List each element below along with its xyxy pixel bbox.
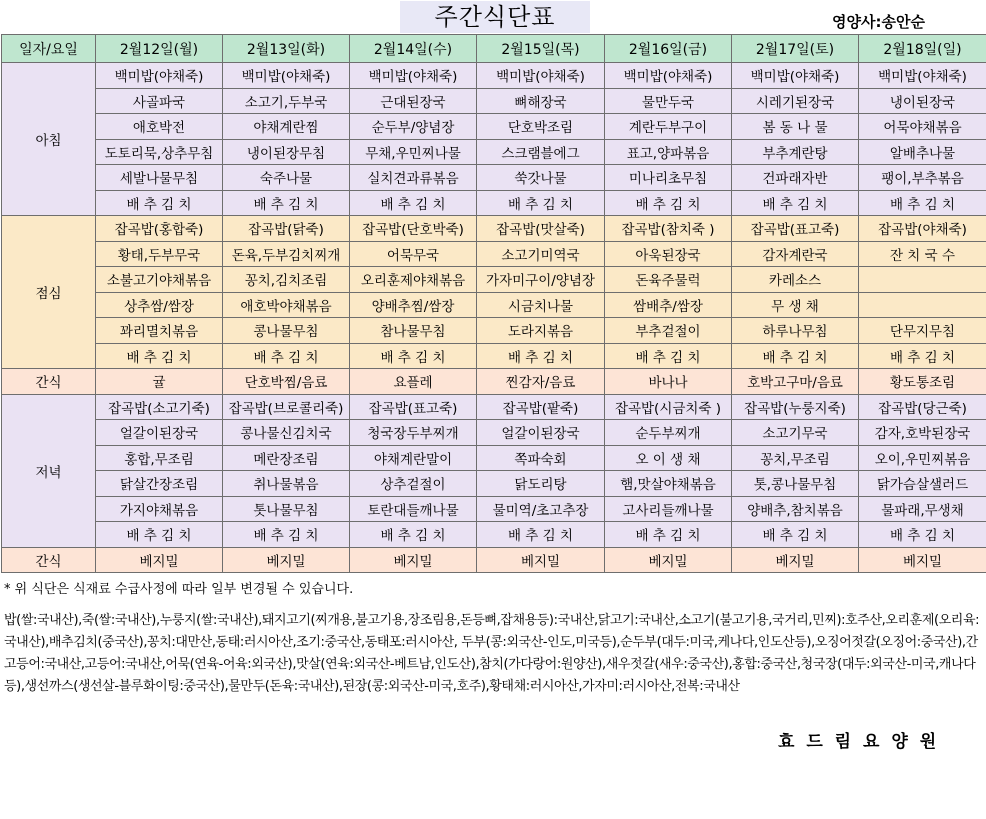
- menu-cell: 배 추 김 치: [96, 190, 223, 216]
- menu-cell: 카레소스: [732, 267, 859, 293]
- menu-cell: 오리훈제야채볶음: [350, 267, 477, 293]
- menu-cell: 톳나물무침: [223, 496, 350, 522]
- menu-change-notice: * 위 식단은 식재료 수급사정에 따라 일부 변경될 수 있습니다.: [4, 582, 354, 597]
- menu-cell: 닭살간장조림: [96, 471, 223, 497]
- table-row: [2, 139, 986, 165]
- menu-cell: 단호박찜/음료: [223, 369, 350, 395]
- menu-cell: 백미밥(야채죽): [96, 63, 223, 89]
- menu-cell: 팽이,부추볶음: [859, 165, 986, 191]
- menu-cell: 감자,호박된장국: [859, 420, 986, 446]
- menu-cell: 잡곡밥(누룽지죽): [732, 394, 859, 420]
- menu-cell: 잡곡밥(팥죽): [477, 394, 605, 420]
- header-day: 2월18일(일): [859, 35, 986, 63]
- table-row: [2, 292, 986, 318]
- table-row: [2, 216, 986, 242]
- menu-cell: 시금치나물: [477, 292, 605, 318]
- menu-cell: 사골파국: [96, 88, 223, 114]
- menu-cell: 백미밥(야채죽): [477, 63, 605, 89]
- menu-cell: 배 추 김 치: [605, 190, 732, 216]
- menu-cell: 세발나물무침: [96, 165, 223, 191]
- menu-cell: 잡곡밥(야채죽): [859, 216, 986, 242]
- menu-cell: 메란장조림: [223, 445, 350, 471]
- menu-cell: 배 추 김 치: [732, 190, 859, 216]
- header-corner: 일자/요일: [2, 35, 96, 63]
- menu-cell: 베지밀: [605, 547, 732, 573]
- menu-cell: 양배추찜/쌈장: [350, 292, 477, 318]
- menu-cell: 홍합,무조림: [96, 445, 223, 471]
- menu-cell: 잡곡밥(시금치죽 ): [605, 394, 732, 420]
- menu-cell: 뼈해장국: [477, 88, 605, 114]
- menu-cell: 배 추 김 치: [732, 343, 859, 369]
- menu-cell: 상추쌈/쌈장: [96, 292, 223, 318]
- meal-label: 점심: [2, 216, 96, 369]
- menu-cell: 단호박조림: [477, 114, 605, 140]
- menu-cell: 가자미구이/양념장: [477, 267, 605, 293]
- menu-cell: 배 추 김 치: [605, 343, 732, 369]
- menu-cell: 얼갈이된장국: [477, 420, 605, 446]
- menu-cell: 찐감자/음료: [477, 369, 605, 395]
- menu-cell: 배 추 김 치: [859, 522, 986, 548]
- menu-cell: 봄 동 나 물: [732, 114, 859, 140]
- menu-cell: 잡곡밥(표고죽): [732, 216, 859, 242]
- menu-cell: 황태,두부무국: [96, 241, 223, 267]
- menu-cell: 양배추,참치볶음: [732, 496, 859, 522]
- menu-cell: 애호박전: [96, 114, 223, 140]
- menu-cell: 취나물볶음: [223, 471, 350, 497]
- menu-cell: 계란두부구이: [605, 114, 732, 140]
- menu-cell: 고사리들깨나물: [605, 496, 732, 522]
- menu-cell: 잡곡밥(브로콜리죽): [223, 394, 350, 420]
- menu-cell: 호박고구마/음료: [732, 369, 859, 395]
- header-day: 2월14일(수): [350, 35, 477, 63]
- menu-cell: 베지밀: [350, 547, 477, 573]
- table-row: [2, 114, 986, 140]
- menu-cell: 꽈리멸치볶음: [96, 318, 223, 344]
- menu-cell: 귤: [96, 369, 223, 395]
- table-row: [2, 241, 986, 267]
- menu-cell: 참나물무침: [350, 318, 477, 344]
- menu-cell: 닭도리탕: [477, 471, 605, 497]
- menu-cell: 백미밥(야채죽): [605, 63, 732, 89]
- page-title: 주간식단표: [400, 1, 590, 33]
- weekly-menu-table: [1, 34, 986, 573]
- table-row: [2, 471, 986, 497]
- menu-cell: 아욱된장국: [605, 241, 732, 267]
- menu-cell: 톳,콩나물무침: [732, 471, 859, 497]
- menu-cell: 잡곡밥(소고기죽): [96, 394, 223, 420]
- menu-cell: 배 추 김 치: [96, 343, 223, 369]
- menu-cell: 배 추 김 치: [350, 522, 477, 548]
- menu-cell: 배 추 김 치: [477, 343, 605, 369]
- menu-cell: 야채계란말이: [350, 445, 477, 471]
- menu-cell: 닭가슴살샐러드: [859, 471, 986, 497]
- menu-cell: 쪽파숙회: [477, 445, 605, 471]
- menu-cell: 잡곡밥(당근죽): [859, 394, 986, 420]
- menu-cell: 꽁치,무조림: [732, 445, 859, 471]
- menu-cell: 백미밥(야채죽): [350, 63, 477, 89]
- menu-cell: 어묵야채볶음: [859, 114, 986, 140]
- menu-cell: 잡곡밥(홍합죽): [96, 216, 223, 242]
- menu-cell: 콩나물무침: [223, 318, 350, 344]
- table-row: [2, 343, 986, 369]
- menu-cell: 감자계란국: [732, 241, 859, 267]
- menu-cell: 꽁치,김치조림: [223, 267, 350, 293]
- menu-cell: 표고,양파볶음: [605, 139, 732, 165]
- menu-cell: 잡곡밥(표고죽): [350, 394, 477, 420]
- header-day: 2월17일(토): [732, 35, 859, 63]
- table-row: [2, 547, 986, 573]
- menu-cell: 쌈배추/쌈장: [605, 292, 732, 318]
- menu-cell: [859, 267, 986, 293]
- menu-cell: 배 추 김 치: [223, 343, 350, 369]
- menu-cell: 알배추나물: [859, 139, 986, 165]
- menu-body: [2, 35, 986, 573]
- menu-cell: 베지밀: [859, 547, 986, 573]
- menu-cell: 황도통조림: [859, 369, 986, 395]
- menu-cell: 애호박야채볶음: [223, 292, 350, 318]
- header-day: 2월15일(목): [477, 35, 605, 63]
- menu-cell: 배 추 김 치: [732, 522, 859, 548]
- menu-cell: 물미역/초고추장: [477, 496, 605, 522]
- menu-cell: 배 추 김 치: [859, 343, 986, 369]
- menu-cell: 배 추 김 치: [350, 343, 477, 369]
- menu-cell: 배 추 김 치: [859, 190, 986, 216]
- menu-cell: 잔 치 국 수: [859, 241, 986, 267]
- menu-cell: 가지야채볶음: [96, 496, 223, 522]
- menu-cell: 요플레: [350, 369, 477, 395]
- menu-cell: 어묵무국: [350, 241, 477, 267]
- menu-cell: 백미밥(야채죽): [859, 63, 986, 89]
- menu-cell: 부추계란탕: [732, 139, 859, 165]
- menu-cell: 부추겉절이: [605, 318, 732, 344]
- menu-cell: 건파래자반: [732, 165, 859, 191]
- menu-cell: 미나리초무침: [605, 165, 732, 191]
- menu-cell: 순두부/양념장: [350, 114, 477, 140]
- page-header: [0, 0, 986, 34]
- table-row: [2, 318, 986, 344]
- menu-cell: 무 생 채: [732, 292, 859, 318]
- header-day: 2월13일(화): [223, 35, 350, 63]
- table-row: [2, 165, 986, 191]
- table-row: [2, 190, 986, 216]
- table-row: [2, 63, 986, 89]
- meal-label: 아침: [2, 63, 96, 216]
- table-row: [2, 420, 986, 446]
- menu-cell: 바나나: [605, 369, 732, 395]
- menu-cell: 시레기된장국: [732, 88, 859, 114]
- menu-cell: 햄,맛살야채볶음: [605, 471, 732, 497]
- menu-cell: 얼갈이된장국: [96, 420, 223, 446]
- menu-cell: 돈육,두부김치찌개: [223, 241, 350, 267]
- menu-cell: 하루나무침: [732, 318, 859, 344]
- facility-name: 효 드 림 요 양 원: [778, 732, 940, 752]
- menu-cell: 돈육주물럭: [605, 267, 732, 293]
- menu-cell: 콩나물신김치국: [223, 420, 350, 446]
- menu-cell: 잡곡밥(단호박죽): [350, 216, 477, 242]
- dietitian-name: 영양사:송안순: [832, 13, 925, 31]
- menu-cell: 도토리묵,상추무침: [96, 139, 223, 165]
- meal-label: 간식: [2, 369, 96, 395]
- menu-cell: 베지밀: [477, 547, 605, 573]
- menu-cell: 야채계란찜: [223, 114, 350, 140]
- table-row: [2, 267, 986, 293]
- menu-cell: 배 추 김 치: [350, 190, 477, 216]
- menu-cell: 베지밀: [96, 547, 223, 573]
- menu-cell: 배 추 김 치: [477, 522, 605, 548]
- header-day: 2월16일(금): [605, 35, 732, 63]
- menu-cell: 배 추 김 치: [605, 522, 732, 548]
- menu-cell: 소고기,두부국: [223, 88, 350, 114]
- table-row: [2, 369, 986, 395]
- menu-cell: 베지밀: [732, 547, 859, 573]
- table-row: [2, 522, 986, 548]
- menu-cell: [859, 292, 986, 318]
- menu-cell: 냉이된장국: [859, 88, 986, 114]
- header-day: 2월12일(월): [96, 35, 223, 63]
- menu-cell: 소불고기야채볶음: [96, 267, 223, 293]
- meal-label: 간식: [2, 547, 96, 573]
- header-row: [2, 35, 986, 63]
- menu-cell: 배 추 김 치: [223, 190, 350, 216]
- table-row: [2, 445, 986, 471]
- menu-cell: 백미밥(야채죽): [732, 63, 859, 89]
- menu-cell: 쑥갓나물: [477, 165, 605, 191]
- menu-cell: 단무지무침: [859, 318, 986, 344]
- meal-label: 저녁: [2, 394, 96, 547]
- menu-cell: 소고기미역국: [477, 241, 605, 267]
- menu-cell: 숙주나물: [223, 165, 350, 191]
- menu-cell: 순두부찌개: [605, 420, 732, 446]
- menu-cell: 근대된장국: [350, 88, 477, 114]
- menu-cell: 청국장두부찌개: [350, 420, 477, 446]
- menu-cell: 오이,우민찌볶음: [859, 445, 986, 471]
- menu-cell: 배 추 김 치: [477, 190, 605, 216]
- menu-cell: 토란대들깨나물: [350, 496, 477, 522]
- table-row: [2, 394, 986, 420]
- menu-cell: 백미밥(야채죽): [223, 63, 350, 89]
- menu-cell: 배 추 김 치: [96, 522, 223, 548]
- menu-cell: 배 추 김 치: [223, 522, 350, 548]
- menu-cell: 물파래,무생채: [859, 496, 986, 522]
- menu-cell: 무채,우민찌나물: [350, 139, 477, 165]
- menu-cell: 소고기무국: [732, 420, 859, 446]
- menu-cell: 잡곡밥(맛살죽): [477, 216, 605, 242]
- menu-cell: 도라지볶음: [477, 318, 605, 344]
- table-row: [2, 496, 986, 522]
- menu-cell: 냉이된장무침: [223, 139, 350, 165]
- menu-cell: 잡곡밥(참치죽 ): [605, 216, 732, 242]
- menu-cell: 스크램블에그: [477, 139, 605, 165]
- menu-cell: 실치견과류볶음: [350, 165, 477, 191]
- menu-cell: 상추겉절이: [350, 471, 477, 497]
- menu-cell: 물만두국: [605, 88, 732, 114]
- menu-cell: 베지밀: [223, 547, 350, 573]
- menu-cell: 오 이 생 채: [605, 445, 732, 471]
- menu-cell: 잡곡밥(닭죽): [223, 216, 350, 242]
- origin-info: 밥(쌀:국내산),죽(쌀:국내산),누룽지(쌀:국내산),돼지고기(찌개용,불고기용,장조림용,돈등뼈,잡채용등):국내산,닭고기:국내산,소고기(불고기용,국거리,민찌):호주산,오리훈제(오리육:국내산),배추김치(중국산),꽁치:대만산,동태:러시아산,조기:중국산,동태포:러시아산, 두부(콩:외국산-인도,미국등),순두부(대두:미국,케나다,인도산등),오징어젓갈(오징어:중국산),간고등어:국내산,고등어:국내산,어묵(연육-어육:외국산),맛살(연육:외국산-베트남,인도산),참치(가다랑어:원양산),새우젓갈(새우:중국산),홍합:중국산,청국장(대두:외국산-미국,캐나다등),생선까스(생선살-블루화이팅:중국산),물만두(돈육:국내산),된장(콩:외국산-미국,호주),황태채:러시아산,가자미:러시아산,전복:국내산: [4, 613, 980, 694]
- table-row: [2, 88, 986, 114]
